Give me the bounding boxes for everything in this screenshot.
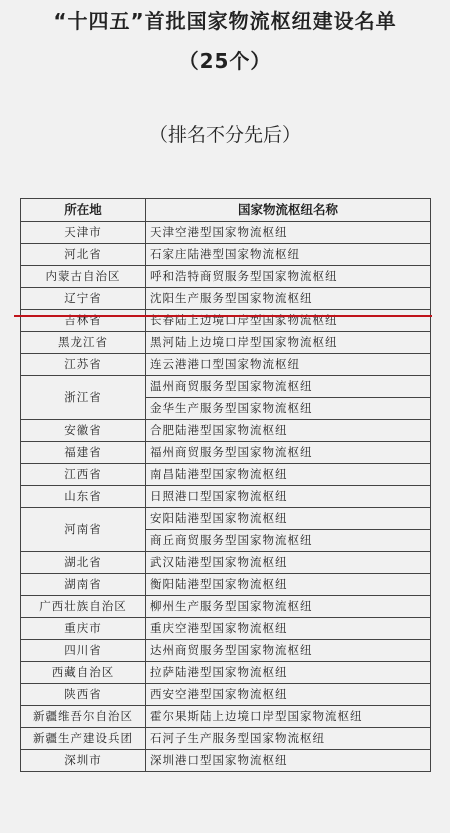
hub-name-cell: 柳州生产服务型国家物流枢纽 (146, 596, 431, 618)
page-subtitle: （排名不分先后） (148, 124, 301, 146)
hub-name-cell: 石河子生产服务型国家物流枢纽 (146, 728, 431, 750)
location-cell: 新疆维吾尔自治区 (21, 706, 146, 728)
location-cell: 黑龙江省 (21, 332, 146, 354)
location-cell: 河南省 (21, 508, 146, 552)
hub-name-cell: 达州商贸服务型国家物流枢纽 (146, 640, 431, 662)
table-row (21, 244, 431, 266)
table-row (21, 420, 431, 442)
table-row (21, 662, 431, 684)
location-cell: 安徽省 (21, 420, 146, 442)
hub-name-cell: 日照港口型国家物流枢纽 (146, 486, 431, 508)
hub-name-cell: 西安空港型国家物流枢纽 (146, 684, 431, 706)
table-row (21, 684, 431, 706)
table-row (21, 288, 431, 310)
location-cell: 浙江省 (21, 376, 146, 420)
location-cell: 内蒙古自治区 (21, 266, 146, 288)
table-row (21, 574, 431, 596)
hub-name-cell: 石家庄陆港型国家物流枢纽 (146, 244, 431, 266)
hub-name-cell: 呼和浩特商贸服务型国家物流枢纽 (146, 266, 431, 288)
table-row (21, 354, 431, 376)
table-header-row (21, 199, 431, 222)
hub-name-cell: 霍尔果斯陆上边境口岸型国家物流枢纽 (146, 706, 431, 728)
location-cell: 湖北省 (21, 552, 146, 574)
table-row (21, 596, 431, 618)
hub-name-cell: 拉萨陆港型国家物流枢纽 (146, 662, 431, 684)
table-row (21, 640, 431, 662)
table-row (21, 508, 431, 530)
location-cell: 四川省 (21, 640, 146, 662)
table-row (21, 486, 431, 508)
table-row (21, 464, 431, 486)
location-cell: 福建省 (21, 442, 146, 464)
hub-table (20, 198, 431, 772)
location-cell: 吉林省 (21, 310, 146, 332)
table-row (21, 552, 431, 574)
location-cell: 辽宁省 (21, 288, 146, 310)
table-row (21, 310, 431, 332)
hub-name-cell: 福州商贸服务型国家物流枢纽 (146, 442, 431, 464)
hub-name-cell: 深圳港口型国家物流枢纽 (146, 750, 431, 772)
location-cell: 陕西省 (21, 684, 146, 706)
hub-name-cell: 天津空港型国家物流枢纽 (146, 222, 431, 244)
location-cell: 江苏省 (21, 354, 146, 376)
hub-name-cell: 黑河陆上边境口岸型国家物流枢纽 (146, 332, 431, 354)
table-row (21, 728, 431, 750)
hub-name-cell: 连云港港口型国家物流枢纽 (146, 354, 431, 376)
location-cell: 广西壮族自治区 (21, 596, 146, 618)
table-row (21, 750, 431, 772)
hub-name-cell: 长春陆上边境口岸型国家物流枢纽 (146, 310, 431, 332)
location-cell: 湖南省 (21, 574, 146, 596)
hub-name-cell: 安阳陆港型国家物流枢纽 (146, 508, 431, 530)
table-row (21, 376, 431, 398)
location-cell: 山东省 (21, 486, 146, 508)
column-header-location: 所在地 (21, 199, 146, 222)
table-row (21, 222, 431, 244)
location-cell: 天津市 (21, 222, 146, 244)
page-title: “十四五”首批国家物流枢纽建设名单 (53, 9, 397, 33)
hub-name-cell: 商丘商贸服务型国家物流枢纽 (146, 530, 431, 552)
table-row (21, 332, 431, 354)
column-header-hub-name: 国家物流枢纽名称 (146, 199, 431, 222)
location-cell: 河北省 (21, 244, 146, 266)
location-cell: 重庆市 (21, 618, 146, 640)
location-cell: 江西省 (21, 464, 146, 486)
table-row (21, 706, 431, 728)
hub-name-cell: 南昌陆港型国家物流枢纽 (146, 464, 431, 486)
location-cell: 深圳市 (21, 750, 146, 772)
table-row (21, 266, 431, 288)
hub-name-cell: 重庆空港型国家物流枢纽 (146, 618, 431, 640)
table-body (21, 222, 431, 772)
table-row (21, 442, 431, 464)
hub-name-cell: 沈阳生产服务型国家物流枢纽 (146, 288, 431, 310)
location-cell: 新疆生产建设兵团 (21, 728, 146, 750)
table-row (21, 618, 431, 640)
hub-name-cell: 金华生产服务型国家物流枢纽 (146, 398, 431, 420)
hub-name-cell: 武汉陆港型国家物流枢纽 (146, 552, 431, 574)
page-title-count: （25个） (178, 49, 272, 73)
hub-name-cell: 温州商贸服务型国家物流枢纽 (146, 376, 431, 398)
hub-name-cell: 衡阳陆港型国家物流枢纽 (146, 574, 431, 596)
location-cell: 西藏自治区 (21, 662, 146, 684)
hub-name-cell: 合肥陆港型国家物流枢纽 (146, 420, 431, 442)
highlight-underline (14, 315, 432, 317)
